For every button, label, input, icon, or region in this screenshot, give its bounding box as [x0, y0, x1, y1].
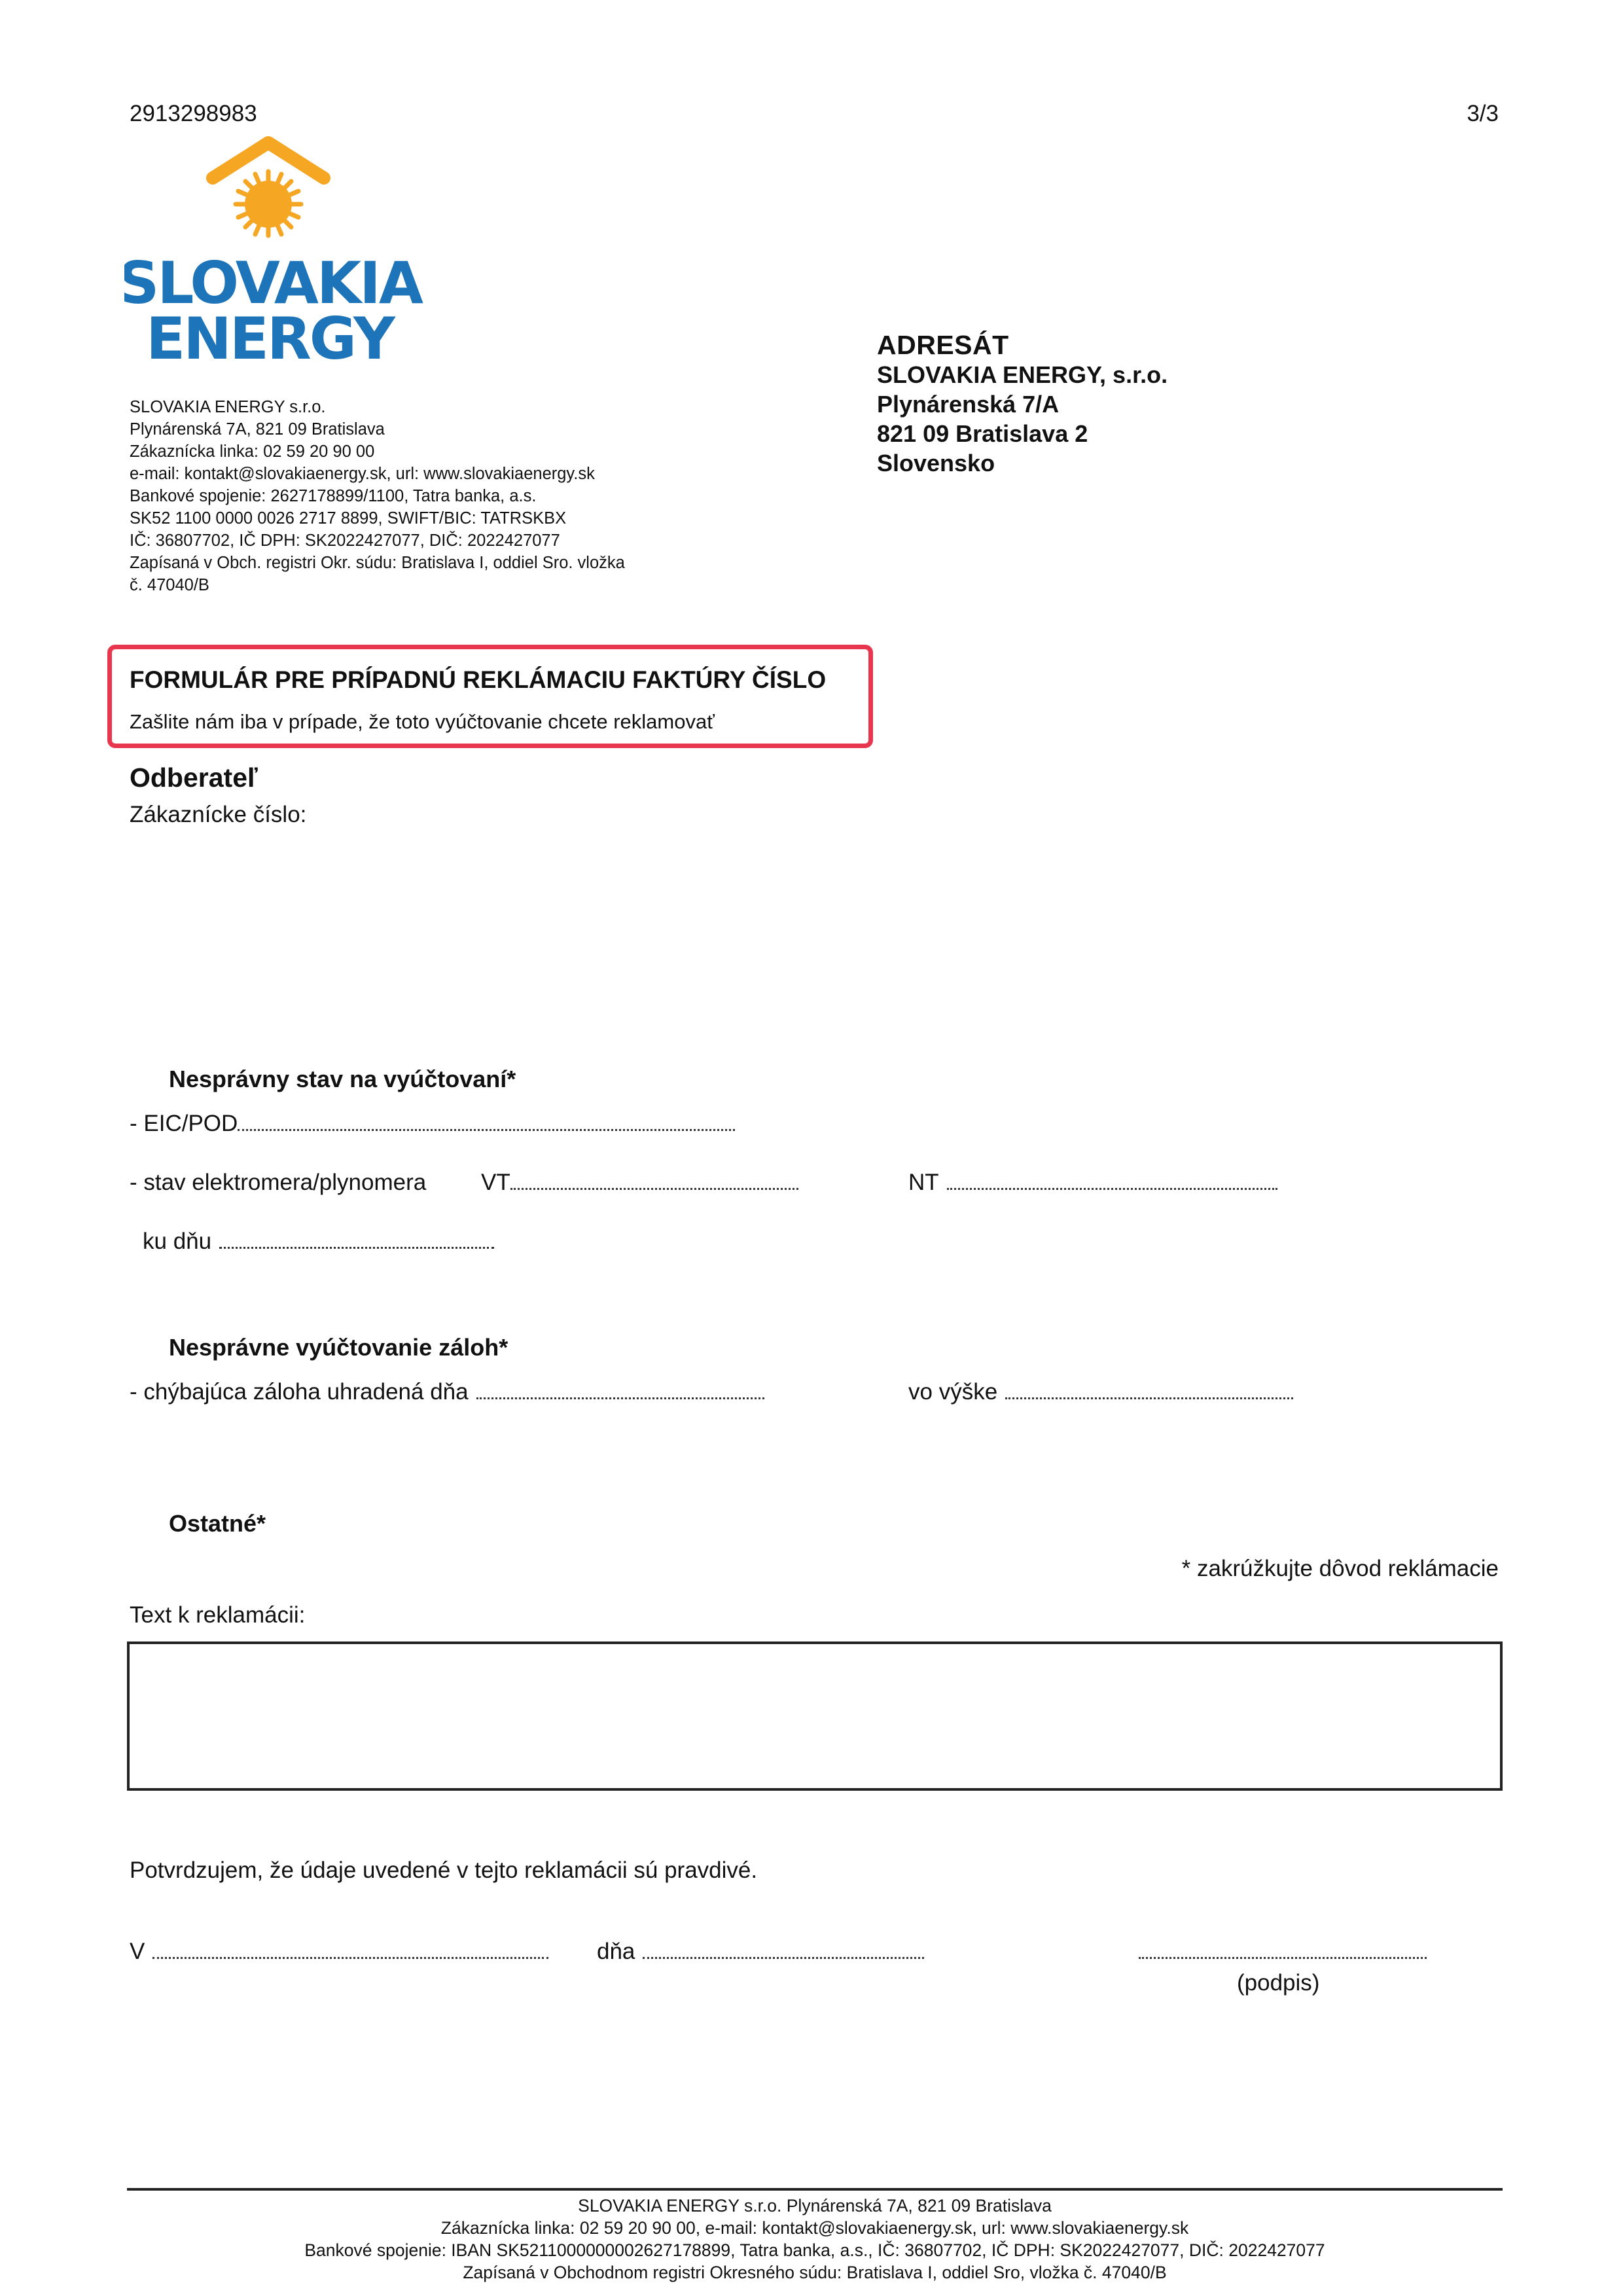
form-title: FORMULÁR PRE PRÍPADNÚ REKLÁMACIU FAKTÚRY ČÍSLO [130, 666, 827, 693]
company-info-line: SK52 1100 0000 0026 2717 8899, SWIFT/BIC: TATRSKBX [130, 509, 567, 528]
complaint-text-label: Text k reklamácii: [130, 1602, 306, 1628]
signature-field[interactable] [1139, 1940, 1427, 1959]
nt-label: NT [908, 1170, 939, 1195]
footer [127, 2195, 1503, 2284]
missing-advance-label: - chýbajúca záloha uhradená dňa [130, 1379, 469, 1405]
day-row [143, 1229, 494, 1255]
section-incorrect-reading-heading: Nesprávny stav na vyúčtovaní* [169, 1066, 516, 1092]
day-field[interactable] [219, 1230, 494, 1249]
vt-row [481, 1170, 798, 1196]
addressee-line: SLOVAKIA ENERGY, s.r.o. [877, 361, 1168, 388]
confirmation-statement: Potvrdzujem, že údaje uvedené v tejto reklamácii sú pravdivé. [130, 1857, 758, 1883]
meter-reading-row [130, 1170, 426, 1196]
company-info-line: Plynárenská 7A, 821 09 Bratislava [130, 420, 385, 439]
place-label: V [130, 1939, 145, 1964]
customer-heading: Odberateľ [130, 762, 258, 793]
amount-field[interactable] [1005, 1380, 1293, 1399]
company-info-line: Zapísaná v Obch. registri Okr. súdu: Bratislava I, oddiel Sro. vložka [130, 554, 625, 572]
footer-line: Zapísaná v Obchodnom registri Okresného súdu: Bratislava I, oddiel Sro, vložka č. 47040/B [463, 2263, 1167, 2282]
footer-line: SLOVAKIA ENERGY s.r.o. Plynárenská 7A, 821 09 Bratislava [578, 2196, 1052, 2215]
company-logo [124, 131, 425, 380]
amount-label: vo výške [908, 1379, 998, 1405]
customer-number-label: Zákaznícke číslo: [130, 802, 307, 827]
addressee-block [877, 331, 1168, 478]
missing-advance-date-field[interactable] [476, 1380, 764, 1399]
footer-line: Zákaznícka linka: 02 59 20 90 00, e-mail: kontakt@slovakiaenergy.sk, url: www.slovakiaenergy.sk [440, 2218, 1189, 2238]
company-info-line: SLOVAKIA ENERGY s.r.o. [130, 398, 326, 416]
addressee-line: Plynárenská 7/A [877, 391, 1060, 418]
place-field[interactable] [152, 1940, 548, 1959]
company-info-line: Zákaznícka linka: 02 59 20 90 00 [130, 442, 375, 461]
section-advances-heading: Nesprávne vyúčtovanie záloh* [169, 1334, 508, 1361]
footer-line: Bankové spojenie: IBAN SK5211000000002627178899, Tatra banka, a.s., IČ: 36807702, IČ DPH: SK2022427077, DIČ: 2022427077 [304, 2240, 1325, 2260]
footer-divider [127, 2188, 1503, 2191]
company-info-line: IČ: 36807702, IČ DPH: SK2022427077, DIČ: 2022427077 [130, 531, 560, 550]
eic-pod-field[interactable] [238, 1112, 735, 1131]
complaint-text-box[interactable] [127, 1641, 1503, 1791]
place-row [130, 1939, 548, 1965]
logo-graphic [124, 131, 425, 380]
company-info-line: e-mail: kontakt@slovakiaenergy.sk, url: www.slovakiaenergy.sk [130, 465, 595, 483]
company-info-line: Bankové spojenie: 2627178899/1100, Tatra banka, a.s. [130, 487, 537, 505]
addressee-line: 821 09 Bratislava 2 [877, 420, 1088, 447]
meter-label: - stav elektromera/plynomera [130, 1170, 427, 1195]
section-other-heading: Ostatné* [169, 1510, 266, 1537]
document-number: 2913298983 [130, 101, 257, 126]
addressee-label: ADRESÁT [877, 330, 1009, 360]
page-indicator: 3/3 [1467, 101, 1499, 126]
missing-advance-row [130, 1379, 764, 1405]
signature-row [1139, 1939, 1427, 1965]
legend-note: * zakrúžkujte dôvod reklámacie [1181, 1556, 1499, 1581]
vt-field[interactable] [510, 1171, 798, 1190]
eic-pod-row [130, 1111, 735, 1137]
company-info [130, 396, 625, 596]
nt-field[interactable] [947, 1171, 1277, 1190]
logo-word-1: SLOVAKIA [124, 249, 422, 317]
nt-row [908, 1170, 1277, 1196]
amount-row [908, 1379, 1293, 1405]
day-label: ku dňu [143, 1229, 212, 1254]
signature-caption: (podpis) [1237, 1970, 1320, 1996]
addressee-line: Slovensko [877, 450, 995, 476]
logo-word-2: ENERGY [146, 305, 393, 372]
eic-pod-label: - EIC/POD [130, 1111, 238, 1136]
date-field[interactable] [643, 1940, 924, 1959]
form-subtitle: Zašlite nám iba v prípade, že toto vyúčtovanie chcete reklamovať [130, 710, 715, 733]
sun-icon [236, 171, 301, 236]
date-row [597, 1939, 924, 1965]
vt-label: VT [481, 1170, 510, 1195]
date-label: dňa [597, 1939, 635, 1964]
company-info-line: č. 47040/B [130, 576, 209, 594]
